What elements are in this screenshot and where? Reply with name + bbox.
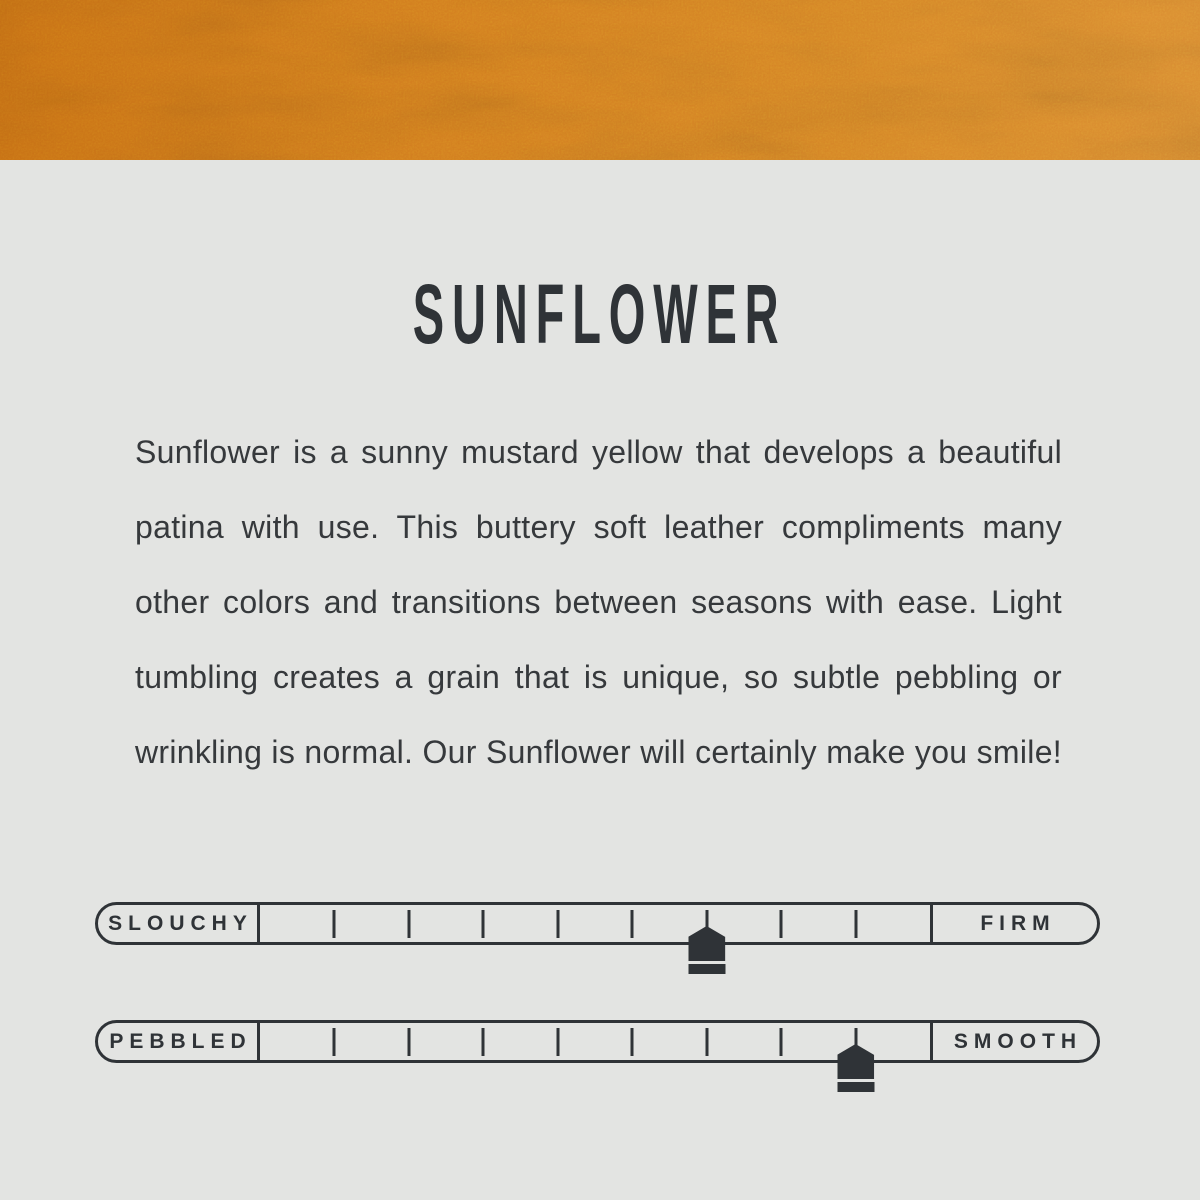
texture-scale-left-label [98,1023,260,1060]
scale-tick [333,910,336,938]
texture-scale [95,1020,1100,1063]
scale-tick [780,910,783,938]
page-title-text: SUNFLOWER [413,267,787,361]
scale-tick [407,1028,410,1056]
scale-tick [407,910,410,938]
texture-scale-track [260,1023,930,1060]
scale-tick [780,1028,783,1056]
firmness-scale [95,902,1100,945]
scale-tick [556,910,559,938]
pebbled-label: PEBBLED [109,1029,252,1053]
color-description [135,415,1062,790]
scale-tick [333,1028,336,1056]
firmness-scale-marker [688,926,725,974]
firmness-scale-left-label [98,905,260,942]
texture-scale-right-label [930,1023,1097,1060]
description-line: tumbling creates a grain that is unique, so subtle pebbling or [135,659,1062,695]
marker-pointer-icon [837,1044,874,1079]
leather-texture-image [0,0,1200,160]
description-line: Sunflower is a sunny mustard yellow that develops a beautiful [135,434,1062,470]
smooth-label: SMOOTH [953,1029,1083,1053]
scale-tick [705,1028,708,1056]
marker-base-bar [688,964,725,974]
scale-tick [482,1028,485,1056]
firm-label: FIRM [980,911,1056,935]
scale-tick [556,1028,559,1056]
slouchy-label: SLOUCHY [108,911,253,935]
page-title [0,267,1200,361]
firmness-scale-track [260,905,930,942]
scale-tick [482,910,485,938]
scale-tick [854,910,857,938]
marker-base-bar [837,1082,874,1092]
scale-tick [631,910,634,938]
description-line: patina with use. This buttery soft leather compliments many [135,509,1062,545]
firmness-scale-right-label [930,905,1097,942]
scale-tick [631,1028,634,1056]
marker-pointer-icon [688,926,725,961]
leather-swatch-banner [0,0,1200,160]
texture-scale-marker [837,1044,874,1092]
description-line: other colors and transitions between seasons with ease. Light [135,584,1062,620]
description-line: wrinkling is normal. Our Sunflower will certainly make you smile! [135,734,1062,770]
